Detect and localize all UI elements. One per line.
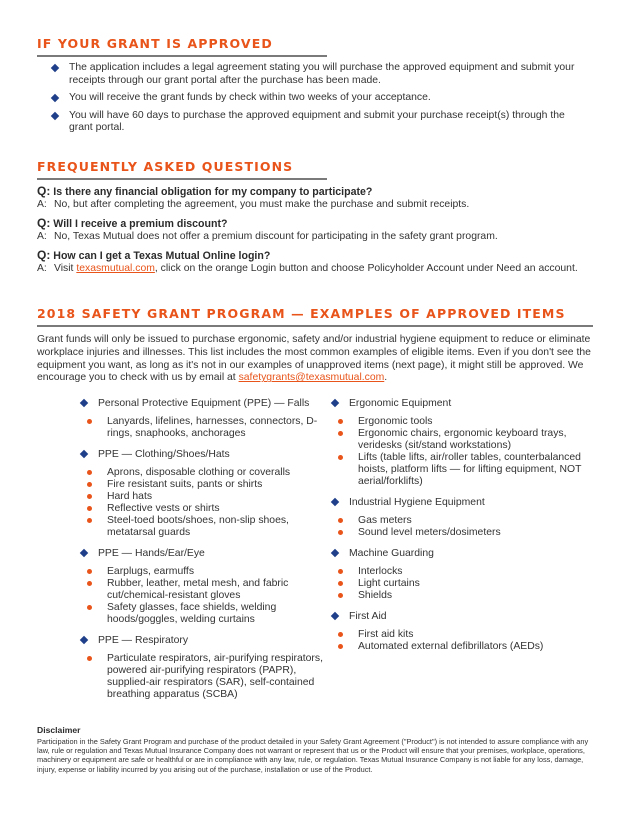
list-item: Reflective vests or shirts — [79, 503, 339, 515]
list-item: Rubber, leather, metal mesh, and fabric cut/chemical-resistant gloves — [79, 578, 339, 602]
section-title-approved: IF YOUR GRANT IS APPROVED — [37, 36, 327, 57]
dot-bullet-icon — [338, 593, 343, 598]
category-first-aid: First Aid — [330, 610, 600, 623]
category-items — [79, 653, 339, 701]
diamond-bullet-icon — [51, 64, 59, 72]
dot-bullet-icon — [338, 455, 343, 460]
dot-bullet-icon — [338, 581, 343, 586]
list-item: Light curtains — [330, 578, 600, 590]
category-items — [79, 416, 339, 440]
list-item: Fire resistant suits, pants or shirts — [79, 479, 339, 491]
disclaimer-title: Disclaimer — [37, 725, 81, 735]
category-items — [330, 515, 600, 539]
category-items — [330, 416, 600, 488]
category-ppe-respiratory: PPE — Respiratory — [79, 634, 339, 647]
dot-bullet-icon — [338, 431, 343, 436]
dot-bullet-icon — [87, 581, 92, 586]
diamond-bullet-icon — [80, 399, 88, 407]
category-industrial-hygiene: Industrial Hygiene Equipment — [330, 496, 600, 509]
diamond-bullet-icon — [331, 612, 339, 620]
list-item: Earplugs, earmuffs — [79, 566, 339, 578]
category-items — [79, 566, 339, 626]
section-title-examples: 2018 SAFETY GRANT PROGRAM — EXAMPLES OF APPROVED ITEMS — [37, 306, 593, 327]
dot-bullet-icon — [87, 470, 92, 475]
list-item: Interlocks — [330, 566, 600, 578]
examples-intro: Grant funds will only be issued to purchase ergonomic, safety and/or industrial hygiene equipment to reduce or eliminate workplace injuries and illnesses. This list includes the most common examples of eligible items. Even if you don't see the equipment you want, as long as it's not in our examples of unapproved items (next page), it might still be approved. We encourage you to check with us by email at safetygrants@texasmutual.com. — [37, 334, 591, 384]
examples-column-left — [79, 397, 339, 709]
faq-answer: A: No, but after completing the agreement, you must make the purchase and submit receipts. — [37, 199, 470, 210]
diamond-bullet-icon — [51, 112, 59, 120]
diamond-bullet-icon — [80, 549, 88, 557]
diamond-bullet-icon — [331, 399, 339, 407]
diamond-bullet-icon — [80, 450, 88, 458]
dot-bullet-icon — [87, 656, 92, 661]
dot-bullet-icon — [87, 506, 92, 511]
faq-answer: A: No, Texas Mutual does not offer a premium discount for participating in the safety grant program. — [37, 231, 498, 242]
list-item: Safety glasses, face shields, welding hoods/goggles, welding curtains — [79, 602, 339, 626]
section-title-faq: FREQUENTLY ASKED QUESTIONS — [37, 159, 327, 180]
diamond-bullet-icon — [331, 498, 339, 506]
category-ergonomic: Ergonomic Equipment — [330, 397, 600, 410]
category-ppe-clothing: PPE — Clothing/Shoes/Hats — [79, 448, 339, 461]
category-ppe-hands: PPE — Hands/Ear/Eye — [79, 547, 339, 560]
dot-bullet-icon — [87, 518, 92, 523]
dot-bullet-icon — [87, 482, 92, 487]
faq-item — [37, 217, 597, 244]
faq-item — [37, 185, 597, 212]
dot-bullet-icon — [87, 569, 92, 574]
list-item: Hard hats — [79, 491, 339, 503]
dot-bullet-icon — [87, 419, 92, 424]
diamond-bullet-icon — [80, 636, 88, 644]
dot-bullet-icon — [338, 419, 343, 424]
list-item: Gas meters — [330, 515, 600, 527]
list-item: Particulate respirators, air-purifying respirators, powered air-purifying respirators (PAPR), supplied-air respirators (SAR), self-contained breathing apparatus (SCBA) — [79, 653, 339, 701]
faq-item — [37, 249, 597, 276]
diamond-bullet-icon — [331, 549, 339, 557]
faq-question: Q: How can I get a Texas Mutual Online login? — [37, 248, 271, 262]
list-item: Ergonomic chairs, ergonomic keyboard trays, veridesks (sit/stand workstations) — [330, 428, 600, 452]
safetygrants-email-link[interactable]: safetygrants@texasmutual.com — [238, 372, 385, 384]
faq-question: Q: Is there any financial obligation for my company to participate? — [37, 184, 373, 198]
diamond-bullet-icon — [51, 94, 59, 102]
category-items — [330, 566, 600, 602]
faq-question: Q: Will I receive a premium discount? — [37, 216, 228, 230]
texasmutual-link[interactable]: texasmutual.com — [76, 263, 155, 274]
list-item: You will have 60 days to purchase the approved equipment and submit your purchase receipt(s) through the grant portal. — [50, 110, 590, 135]
list-item: Lanyards, lifelines, harnesses, connectors, D-rings, snaphooks, anchorages — [79, 416, 339, 440]
list-item: Automated external defibrillators (AEDs) — [330, 641, 600, 653]
list-item: Aprons, disposable clothing or coveralls — [79, 467, 339, 479]
approved-list — [50, 62, 590, 140]
list-item: You will receive the grant funds by check within two weeks of your acceptance. — [50, 92, 590, 105]
list-item: Steel-toed boots/shoes, non-slip shoes, metatarsal guards — [79, 515, 339, 539]
list-item: Sound level meters/dosimeters — [330, 527, 600, 539]
faq-answer: A: Visit texasmutual.com, click on the orange Login button and choose Policyholder Account under Need an account. — [37, 263, 578, 274]
dot-bullet-icon — [338, 644, 343, 649]
dot-bullet-icon — [87, 494, 92, 499]
category-items — [330, 629, 600, 653]
list-item: First aid kits — [330, 629, 600, 641]
category-ppe-falls: Personal Protective Equipment (PPE) — Falls — [79, 397, 339, 410]
dot-bullet-icon — [87, 605, 92, 610]
disclaimer-text: Participation in the Safety Grant Program and purchase of the product detailed in your Safety Grant Agreement ("Product") is not intended to assure compliance with any law, rule or regulation and Texas Mutual Insurance Company does not warrant or represent that us or the Product will ensure that your premises, workplace, operations, machinery or equipment are safe or healthful or are in compliance with any law, rule, or regulation. Texas Mutual Insurance Company is not liable for any loss, damage, injury, expense or liability incurred by you arising out of the purchase, installation or use of the Product. — [37, 737, 589, 774]
dot-bullet-icon — [338, 530, 343, 535]
dot-bullet-icon — [338, 569, 343, 574]
examples-column-right — [330, 397, 600, 661]
list-item: Ergonomic tools — [330, 416, 600, 428]
dot-bullet-icon — [338, 632, 343, 637]
dot-bullet-icon — [338, 518, 343, 523]
list-item: Lifts (table lifts, air/roller tables, counterbalanced hoists, platform lifts — for lifting equipment, NOT aerial/forklifts) — [330, 452, 600, 488]
category-items — [79, 467, 339, 539]
disclaimer — [37, 725, 597, 774]
list-item: Shields — [330, 590, 600, 602]
list-item: The application includes a legal agreement stating you will purchase the approved equipment and submit your receipts through our grant portal after the purchase has been made. — [50, 62, 590, 87]
category-machine-guarding: Machine Guarding — [330, 547, 600, 560]
